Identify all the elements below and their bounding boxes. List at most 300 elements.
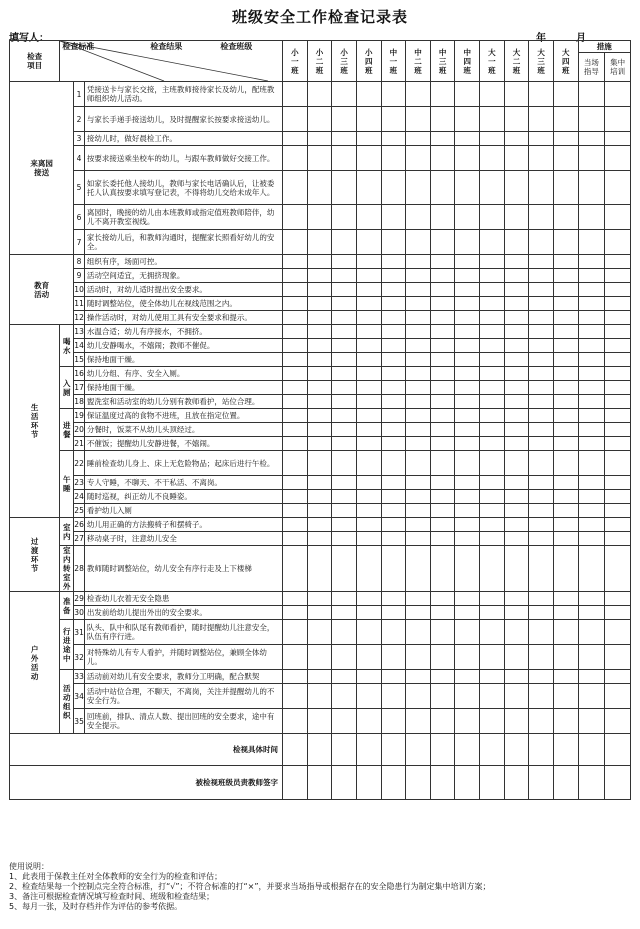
result-cell[interactable] (455, 269, 480, 283)
result-cell[interactable] (605, 171, 631, 205)
result-cell[interactable] (480, 409, 505, 423)
result-cell[interactable] (430, 283, 455, 297)
result-cell[interactable] (455, 684, 480, 709)
result-cell[interactable] (356, 107, 381, 132)
result-cell[interactable] (578, 255, 605, 269)
result-cell[interactable] (504, 107, 529, 132)
result-cell[interactable] (307, 409, 332, 423)
result-cell[interactable] (605, 409, 631, 423)
result-cell[interactable] (553, 381, 578, 395)
result-cell[interactable] (504, 490, 529, 504)
result-cell[interactable] (553, 269, 578, 283)
result-cell[interactable] (529, 311, 554, 325)
result-cell[interactable] (430, 395, 455, 409)
result-cell[interactable] (307, 353, 332, 367)
result-cell[interactable] (578, 325, 605, 339)
result-cell[interactable] (381, 205, 406, 230)
result-cell[interactable] (480, 381, 505, 395)
result-cell[interactable] (381, 269, 406, 283)
footer-input-cell[interactable] (480, 734, 505, 766)
result-cell[interactable] (480, 82, 505, 107)
result-cell[interactable] (529, 395, 554, 409)
result-cell[interactable] (406, 381, 431, 395)
footer-input-cell[interactable] (307, 766, 332, 800)
result-cell[interactable] (455, 381, 480, 395)
result-cell[interactable] (307, 606, 332, 620)
result-cell[interactable] (529, 532, 554, 546)
result-cell[interactable] (529, 518, 554, 532)
result-cell[interactable] (605, 476, 631, 490)
result-cell[interactable] (504, 670, 529, 684)
result-cell[interactable] (529, 283, 554, 297)
result-cell[interactable] (605, 146, 631, 171)
result-cell[interactable] (332, 132, 357, 146)
result-cell[interactable] (605, 325, 631, 339)
result-cell[interactable] (406, 395, 431, 409)
result-cell[interactable] (381, 437, 406, 451)
result-cell[interactable] (578, 670, 605, 684)
result-cell[interactable] (356, 230, 381, 255)
result-cell[interactable] (578, 367, 605, 381)
result-cell[interactable] (578, 592, 605, 606)
result-cell[interactable] (553, 283, 578, 297)
result-cell[interactable] (430, 367, 455, 381)
result-cell[interactable] (480, 146, 505, 171)
result-cell[interactable] (430, 709, 455, 734)
result-cell[interactable] (356, 423, 381, 437)
result-cell[interactable] (529, 367, 554, 381)
result-cell[interactable] (529, 297, 554, 311)
footer-input-cell[interactable] (578, 734, 605, 766)
footer-input-cell[interactable] (283, 734, 308, 766)
result-cell[interactable] (381, 620, 406, 645)
result-cell[interactable] (578, 709, 605, 734)
result-cell[interactable] (605, 546, 631, 592)
result-cell[interactable] (455, 297, 480, 311)
result-cell[interactable] (480, 490, 505, 504)
result-cell[interactable] (332, 255, 357, 269)
result-cell[interactable] (307, 476, 332, 490)
result-cell[interactable] (455, 82, 480, 107)
result-cell[interactable] (332, 381, 357, 395)
result-cell[interactable] (307, 645, 332, 670)
result-cell[interactable] (381, 451, 406, 476)
result-cell[interactable] (307, 709, 332, 734)
result-cell[interactable] (455, 395, 480, 409)
result-cell[interactable] (504, 297, 529, 311)
result-cell[interactable] (504, 451, 529, 476)
result-cell[interactable] (504, 171, 529, 205)
result-cell[interactable] (529, 325, 554, 339)
result-cell[interactable] (381, 592, 406, 606)
footer-input-cell[interactable] (605, 734, 631, 766)
result-cell[interactable] (529, 546, 554, 592)
result-cell[interactable] (381, 518, 406, 532)
result-cell[interactable] (381, 409, 406, 423)
result-cell[interactable] (307, 269, 332, 283)
result-cell[interactable] (332, 283, 357, 297)
result-cell[interactable] (307, 504, 332, 518)
result-cell[interactable] (553, 592, 578, 606)
result-cell[interactable] (307, 367, 332, 381)
footer-input-cell[interactable] (455, 734, 480, 766)
result-cell[interactable] (283, 311, 308, 325)
footer-input-cell[interactable] (578, 766, 605, 800)
result-cell[interactable] (430, 82, 455, 107)
result-cell[interactable] (553, 504, 578, 518)
result-cell[interactable] (480, 255, 505, 269)
result-cell[interactable] (307, 82, 332, 107)
result-cell[interactable] (605, 132, 631, 146)
result-cell[interactable] (332, 146, 357, 171)
result-cell[interactable] (406, 146, 431, 171)
result-cell[interactable] (455, 230, 480, 255)
result-cell[interactable] (578, 395, 605, 409)
result-cell[interactable] (381, 395, 406, 409)
result-cell[interactable] (307, 395, 332, 409)
result-cell[interactable] (480, 339, 505, 353)
footer-input-cell[interactable] (356, 766, 381, 800)
footer-input-cell[interactable] (332, 734, 357, 766)
result-cell[interactable] (332, 504, 357, 518)
result-cell[interactable] (356, 645, 381, 670)
result-cell[interactable] (356, 409, 381, 423)
result-cell[interactable] (578, 451, 605, 476)
result-cell[interactable] (381, 490, 406, 504)
result-cell[interactable] (307, 325, 332, 339)
result-cell[interactable] (307, 171, 332, 205)
result-cell[interactable] (480, 297, 505, 311)
result-cell[interactable] (553, 255, 578, 269)
result-cell[interactable] (283, 423, 308, 437)
result-cell[interactable] (356, 367, 381, 381)
result-cell[interactable] (406, 325, 431, 339)
result-cell[interactable] (381, 283, 406, 297)
result-cell[interactable] (332, 476, 357, 490)
result-cell[interactable] (605, 504, 631, 518)
result-cell[interactable] (332, 409, 357, 423)
result-cell[interactable] (356, 146, 381, 171)
result-cell[interactable] (332, 269, 357, 283)
result-cell[interactable] (430, 423, 455, 437)
result-cell[interactable] (553, 546, 578, 592)
footer-input-cell[interactable] (553, 766, 578, 800)
result-cell[interactable] (356, 395, 381, 409)
footer-input-cell[interactable] (504, 734, 529, 766)
result-cell[interactable] (480, 709, 505, 734)
result-cell[interactable] (307, 381, 332, 395)
result-cell[interactable] (529, 592, 554, 606)
result-cell[interactable] (283, 532, 308, 546)
result-cell[interactable] (332, 171, 357, 205)
result-cell[interactable] (283, 230, 308, 255)
result-cell[interactable] (307, 592, 332, 606)
result-cell[interactable] (381, 709, 406, 734)
footer-input-cell[interactable] (553, 734, 578, 766)
result-cell[interactable] (406, 311, 431, 325)
result-cell[interactable] (283, 476, 308, 490)
result-cell[interactable] (480, 606, 505, 620)
result-cell[interactable] (430, 205, 455, 230)
result-cell[interactable] (504, 353, 529, 367)
result-cell[interactable] (283, 82, 308, 107)
result-cell[interactable] (356, 339, 381, 353)
result-cell[interactable] (480, 592, 505, 606)
footer-input-cell[interactable] (283, 766, 308, 800)
result-cell[interactable] (406, 409, 431, 423)
footer-input-cell[interactable] (455, 766, 480, 800)
result-cell[interactable] (283, 409, 308, 423)
result-cell[interactable] (332, 532, 357, 546)
result-cell[interactable] (455, 146, 480, 171)
result-cell[interactable] (455, 367, 480, 381)
result-cell[interactable] (283, 325, 308, 339)
result-cell[interactable] (605, 645, 631, 670)
result-cell[interactable] (283, 297, 308, 311)
result-cell[interactable] (455, 325, 480, 339)
result-cell[interactable] (356, 592, 381, 606)
result-cell[interactable] (578, 518, 605, 532)
result-cell[interactable] (605, 437, 631, 451)
result-cell[interactable] (455, 132, 480, 146)
result-cell[interactable] (283, 546, 308, 592)
result-cell[interactable] (504, 230, 529, 255)
result-cell[interactable] (455, 423, 480, 437)
result-cell[interactable] (504, 381, 529, 395)
result-cell[interactable] (578, 532, 605, 546)
result-cell[interactable] (332, 423, 357, 437)
result-cell[interactable] (578, 437, 605, 451)
result-cell[interactable] (332, 546, 357, 592)
result-cell[interactable] (578, 297, 605, 311)
result-cell[interactable] (504, 518, 529, 532)
result-cell[interactable] (283, 437, 308, 451)
result-cell[interactable] (406, 107, 431, 132)
result-cell[interactable] (430, 353, 455, 367)
result-cell[interactable] (529, 451, 554, 476)
result-cell[interactable] (529, 409, 554, 423)
result-cell[interactable] (605, 353, 631, 367)
result-cell[interactable] (480, 645, 505, 670)
result-cell[interactable] (430, 409, 455, 423)
result-cell[interactable] (356, 353, 381, 367)
footer-input-cell[interactable] (406, 766, 431, 800)
result-cell[interactable] (553, 325, 578, 339)
result-cell[interactable] (504, 367, 529, 381)
result-cell[interactable] (283, 283, 308, 297)
result-cell[interactable] (480, 325, 505, 339)
result-cell[interactable] (480, 283, 505, 297)
result-cell[interactable] (283, 107, 308, 132)
result-cell[interactable] (406, 230, 431, 255)
result-cell[interactable] (578, 606, 605, 620)
result-cell[interactable] (529, 684, 554, 709)
result-cell[interactable] (332, 490, 357, 504)
result-cell[interactable] (455, 283, 480, 297)
result-cell[interactable] (332, 230, 357, 255)
result-cell[interactable] (578, 269, 605, 283)
result-cell[interactable] (553, 451, 578, 476)
result-cell[interactable] (605, 381, 631, 395)
result-cell[interactable] (332, 339, 357, 353)
result-cell[interactable] (356, 670, 381, 684)
result-cell[interactable] (356, 532, 381, 546)
result-cell[interactable] (578, 205, 605, 230)
result-cell[interactable] (381, 532, 406, 546)
result-cell[interactable] (283, 518, 308, 532)
result-cell[interactable] (356, 171, 381, 205)
result-cell[interactable] (283, 255, 308, 269)
result-cell[interactable] (578, 171, 605, 205)
footer-input-cell[interactable] (480, 766, 505, 800)
result-cell[interactable] (406, 171, 431, 205)
result-cell[interactable] (504, 546, 529, 592)
result-cell[interactable] (529, 230, 554, 255)
result-cell[interactable] (307, 518, 332, 532)
result-cell[interactable] (430, 171, 455, 205)
result-cell[interactable] (430, 546, 455, 592)
result-cell[interactable] (504, 311, 529, 325)
result-cell[interactable] (605, 269, 631, 283)
result-cell[interactable] (406, 518, 431, 532)
result-cell[interactable] (504, 409, 529, 423)
result-cell[interactable] (307, 311, 332, 325)
result-cell[interactable] (529, 476, 554, 490)
result-cell[interactable] (307, 546, 332, 592)
result-cell[interactable] (283, 132, 308, 146)
result-cell[interactable] (455, 205, 480, 230)
result-cell[interactable] (480, 367, 505, 381)
result-cell[interactable] (504, 504, 529, 518)
result-cell[interactable] (356, 381, 381, 395)
result-cell[interactable] (381, 367, 406, 381)
result-cell[interactable] (381, 381, 406, 395)
result-cell[interactable] (356, 709, 381, 734)
result-cell[interactable] (504, 255, 529, 269)
result-cell[interactable] (381, 423, 406, 437)
result-cell[interactable] (553, 645, 578, 670)
result-cell[interactable] (406, 670, 431, 684)
result-cell[interactable] (504, 339, 529, 353)
result-cell[interactable] (553, 684, 578, 709)
result-cell[interactable] (605, 367, 631, 381)
result-cell[interactable] (430, 325, 455, 339)
result-cell[interactable] (381, 297, 406, 311)
result-cell[interactable] (406, 339, 431, 353)
footer-input-cell[interactable] (430, 734, 455, 766)
result-cell[interactable] (578, 230, 605, 255)
result-cell[interactable] (332, 367, 357, 381)
result-cell[interactable] (381, 546, 406, 592)
result-cell[interactable] (283, 353, 308, 367)
result-cell[interactable] (356, 325, 381, 339)
result-cell[interactable] (605, 620, 631, 645)
result-cell[interactable] (578, 146, 605, 171)
result-cell[interactable] (529, 146, 554, 171)
result-cell[interactable] (283, 504, 308, 518)
result-cell[interactable] (480, 269, 505, 283)
result-cell[interactable] (605, 339, 631, 353)
result-cell[interactable] (455, 171, 480, 205)
result-cell[interactable] (553, 297, 578, 311)
result-cell[interactable] (504, 684, 529, 709)
result-cell[interactable] (504, 437, 529, 451)
result-cell[interactable] (480, 353, 505, 367)
result-cell[interactable] (307, 205, 332, 230)
result-cell[interactable] (430, 381, 455, 395)
result-cell[interactable] (578, 409, 605, 423)
result-cell[interactable] (430, 311, 455, 325)
result-cell[interactable] (480, 437, 505, 451)
result-cell[interactable] (283, 606, 308, 620)
result-cell[interactable] (381, 339, 406, 353)
result-cell[interactable] (332, 592, 357, 606)
result-cell[interactable] (605, 423, 631, 437)
result-cell[interactable] (605, 490, 631, 504)
result-cell[interactable] (381, 670, 406, 684)
result-cell[interactable] (480, 171, 505, 205)
result-cell[interactable] (553, 709, 578, 734)
result-cell[interactable] (332, 437, 357, 451)
result-cell[interactable] (307, 670, 332, 684)
result-cell[interactable] (504, 709, 529, 734)
result-cell[interactable] (332, 395, 357, 409)
result-cell[interactable] (283, 592, 308, 606)
result-cell[interactable] (553, 311, 578, 325)
result-cell[interactable] (605, 311, 631, 325)
result-cell[interactable] (504, 146, 529, 171)
footer-input-cell[interactable] (605, 766, 631, 800)
result-cell[interactable] (283, 451, 308, 476)
result-cell[interactable] (455, 107, 480, 132)
result-cell[interactable] (455, 592, 480, 606)
result-cell[interactable] (307, 297, 332, 311)
result-cell[interactable] (406, 504, 431, 518)
result-cell[interactable] (430, 451, 455, 476)
result-cell[interactable] (307, 451, 332, 476)
result-cell[interactable] (480, 476, 505, 490)
result-cell[interactable] (578, 620, 605, 645)
result-cell[interactable] (332, 451, 357, 476)
result-cell[interactable] (381, 353, 406, 367)
result-cell[interactable] (406, 283, 431, 297)
result-cell[interactable] (406, 532, 431, 546)
result-cell[interactable] (307, 437, 332, 451)
result-cell[interactable] (406, 297, 431, 311)
result-cell[interactable] (430, 297, 455, 311)
result-cell[interactable] (553, 476, 578, 490)
result-cell[interactable] (307, 107, 332, 132)
result-cell[interactable] (578, 423, 605, 437)
result-cell[interactable] (605, 606, 631, 620)
result-cell[interactable] (381, 171, 406, 205)
result-cell[interactable] (406, 353, 431, 367)
result-cell[interactable] (605, 518, 631, 532)
result-cell[interactable] (332, 620, 357, 645)
result-cell[interactable] (529, 423, 554, 437)
result-cell[interactable] (283, 367, 308, 381)
result-cell[interactable] (553, 670, 578, 684)
result-cell[interactable] (605, 283, 631, 297)
result-cell[interactable] (529, 709, 554, 734)
footer-input-cell[interactable] (381, 734, 406, 766)
result-cell[interactable] (480, 504, 505, 518)
result-cell[interactable] (307, 532, 332, 546)
result-cell[interactable] (480, 620, 505, 645)
result-cell[interactable] (605, 670, 631, 684)
result-cell[interactable] (356, 476, 381, 490)
result-cell[interactable] (553, 230, 578, 255)
